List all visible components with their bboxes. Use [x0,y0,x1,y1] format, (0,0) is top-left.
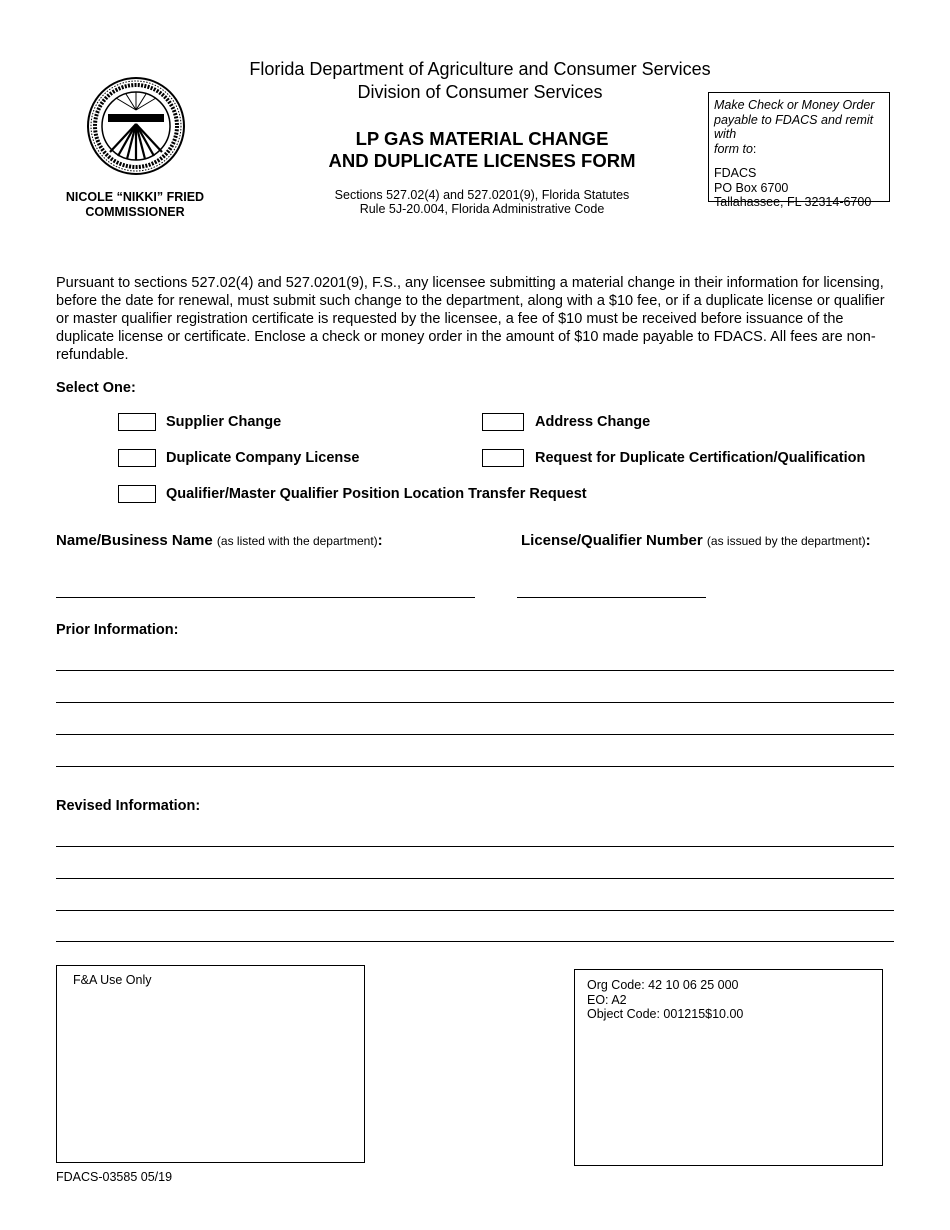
address-change-checkbox[interactable] [482,413,524,431]
duplicate-company-license-checkbox[interactable] [118,449,156,467]
commissioner-title: COMMISSIONER [85,205,185,219]
agency-header [220,58,740,104]
remit-instructions-box [708,92,890,209]
form-title-line1: LP GAS MATERIAL CHANGE [355,128,609,149]
fa-use-only-box [56,965,365,1163]
option-label: Request for Duplicate Certification/Qualification [535,450,866,466]
option-address-change[interactable] [482,413,650,431]
eo-code: EO: A2 [587,992,627,1007]
option-label: Supplier Change [166,414,282,430]
object-code: Object Code: 001215$10.00 [587,1007,744,1021]
remit-address-box: PO Box 6700 [714,180,789,195]
accounting-codes-box [574,969,883,1166]
prior-info-line[interactable] [56,766,894,767]
license-field-label: License/Qualifier Number (as issued by the department): [521,532,871,549]
revised-information-heading: Revised Information: [56,798,201,814]
revised-info-line[interactable] [56,941,894,942]
state-seal-icon [86,76,186,176]
qualifier-transfer-checkbox[interactable] [118,485,156,503]
commissioner-block [56,190,214,220]
prior-info-line[interactable] [56,670,894,671]
remit-line2: payable to FDACS and remit with [714,112,874,141]
duplicate-certification-checkbox[interactable] [482,449,524,467]
statute-references [252,188,712,216]
option-qualifier-transfer[interactable] [118,485,587,503]
statute-line: Sections 527.02(4) and 527.0201(9), Florida Statutes [334,188,630,202]
revised-info-line[interactable] [56,846,894,847]
remit-address-name: FDACS [714,166,757,180]
fa-use-only-label: F&A Use Only [73,973,152,987]
form-number: FDACS-03585 05/19 [56,1170,173,1184]
prior-information-heading: Prior Information: [56,622,179,638]
remit-address-city: Tallahassee, FL 32314-6700 [714,195,872,209]
remit-line3: form to: [714,141,757,156]
license-input-line[interactable] [517,597,706,598]
option-duplicate-certification[interactable] [482,449,865,467]
remit-line1: Make Check or Money Order [714,98,875,112]
form-title-line2: AND DUPLICATE LICENSES FORM [328,150,636,171]
option-label: Duplicate Company License [166,450,360,466]
prior-info-line[interactable] [56,702,894,703]
select-one-heading: Select One: [56,380,136,396]
name-input-line[interactable] [56,597,475,598]
intro-paragraph: Pursuant to sections 527.02(4) and 527.0201(9), F.S., any licensee submitting a material change in their information for licensing, before the date for renewal, must submit such change to the department, along with a $10 fee, or if a duplicate license or qualifier or master qualifier registration certificate is requested by the licensee, a fee of $10 must be received before issuance of the duplicate license or certificate. Enclose a check or money order in the amount of $10 made payable to FDACS. All fees are non-refundable. [56,275,885,363]
revised-info-line[interactable] [56,910,894,911]
revised-info-line[interactable] [56,878,894,879]
option-label: Qualifier/Master Qualifier Position Location Transfer Request [166,486,587,502]
division-name: Division of Consumer Services [357,82,603,102]
org-code: Org Code: 42 10 06 25 000 [587,978,739,992]
name-field-label: Name/Business Name (as listed with the department): [56,532,383,549]
agency-name: Florida Department of Agriculture and Consumer Services [249,59,711,79]
option-supplier-change[interactable] [118,413,281,431]
form-title [252,128,712,172]
commissioner-name: NICOLE “NIKKI” FRIED [65,190,205,204]
prior-info-line[interactable] [56,734,894,735]
option-duplicate-company-license[interactable] [118,449,359,467]
option-label: Address Change [535,414,651,430]
supplier-change-checkbox[interactable] [118,413,156,431]
rule-line: Rule 5J-20.004, Florida Administrative Code [359,202,605,216]
